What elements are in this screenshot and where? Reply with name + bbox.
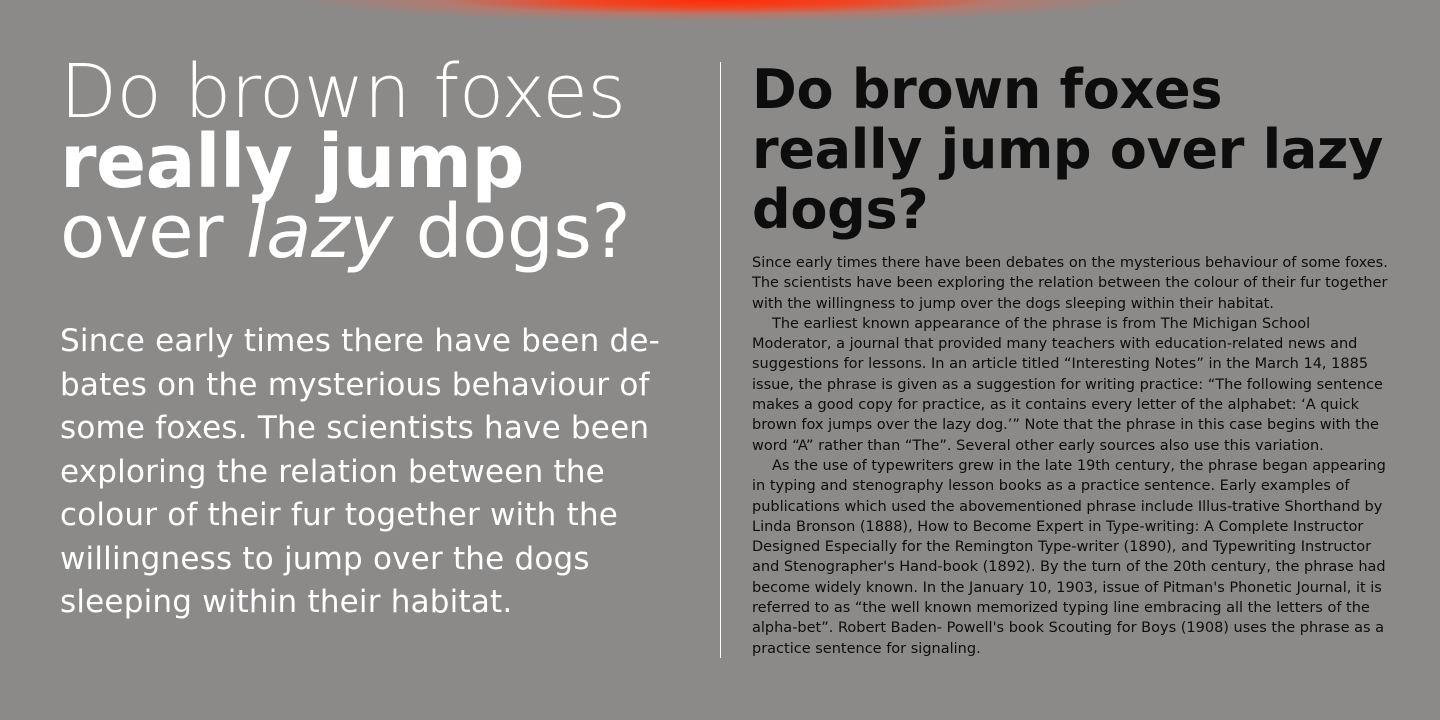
top-red-glow (0, 0, 1440, 34)
body-paragraph: As the use of typewriters grew in the late 19th century, the phrase began appearing in typing and stenography lesson books as a practice sentence. Early examples of publications which used the abovementioned phrase include Illus-trative Shorthand by Linda Bronson (1888), How to Become Expert in Type-writing: A Complete Instructor Designed Especially for the Remington Type-writer (1890), and Typewriting Instructor and Stenographer's Hand-book (1892). By the turn of the 20th century, the phrase had become widely known. In the January 10, 1903, issue of Pitman's Phonetic Journal, it is referred to as “the well known memorized typing line embracing all the letters of the alpha-bet”. Robert Baden- Powell's book Scouting for Boys (1908) uses the phrase as a practice sentence for signaling. (752, 457, 1386, 657)
right-column (752, 60, 1392, 659)
body-paragraph: The earliest known appearance of the phrase is from The Michigan School Moderator, a journal that provided many teachers with education-related news and suggestions for lessons. In an article titled “Interesting Notes” in the March 14, 1885 issue, the phrase is given as a suggestion for writing practice: “The following sentence makes a good copy for practice, as it contains every letter of the alphabet: ‘A quick brown fox jumps over the lazy dog.’” Note that the phrase in this case begins with the word “A” rather than “The”. Several other early sources also use this variation. (752, 315, 1383, 454)
lead-paragraph: Since early times there have been de-bates on the mysterious behaviour of some foxes. The scientists have been exploring the relation between the colour of their fur together with the willingness to jump over the dogs sleeping within their habitat. (60, 323, 661, 620)
article-heading: Do brown foxes really jump over lazy dogs? (752, 58, 1384, 241)
headline-italic-word: lazy (246, 189, 393, 275)
left-column (60, 49, 700, 625)
body-paragraph: Since early times there have been debates on the mysterious behaviour of some foxes. The scientists have been exploring the relation between the colour of their fur together with the willingness to jump over the dogs sleeping within their habitat. (752, 255, 1388, 312)
article-body (752, 253, 1392, 659)
headline-line-light: Do brown foxes (60, 49, 626, 135)
headline-fragment: over (60, 189, 247, 275)
column-divider (720, 62, 721, 658)
headline-line-regular (60, 189, 700, 275)
display-headline (60, 49, 700, 275)
headline-line-bold: really jump (60, 119, 524, 205)
headline-fragment: dogs? (392, 189, 631, 275)
